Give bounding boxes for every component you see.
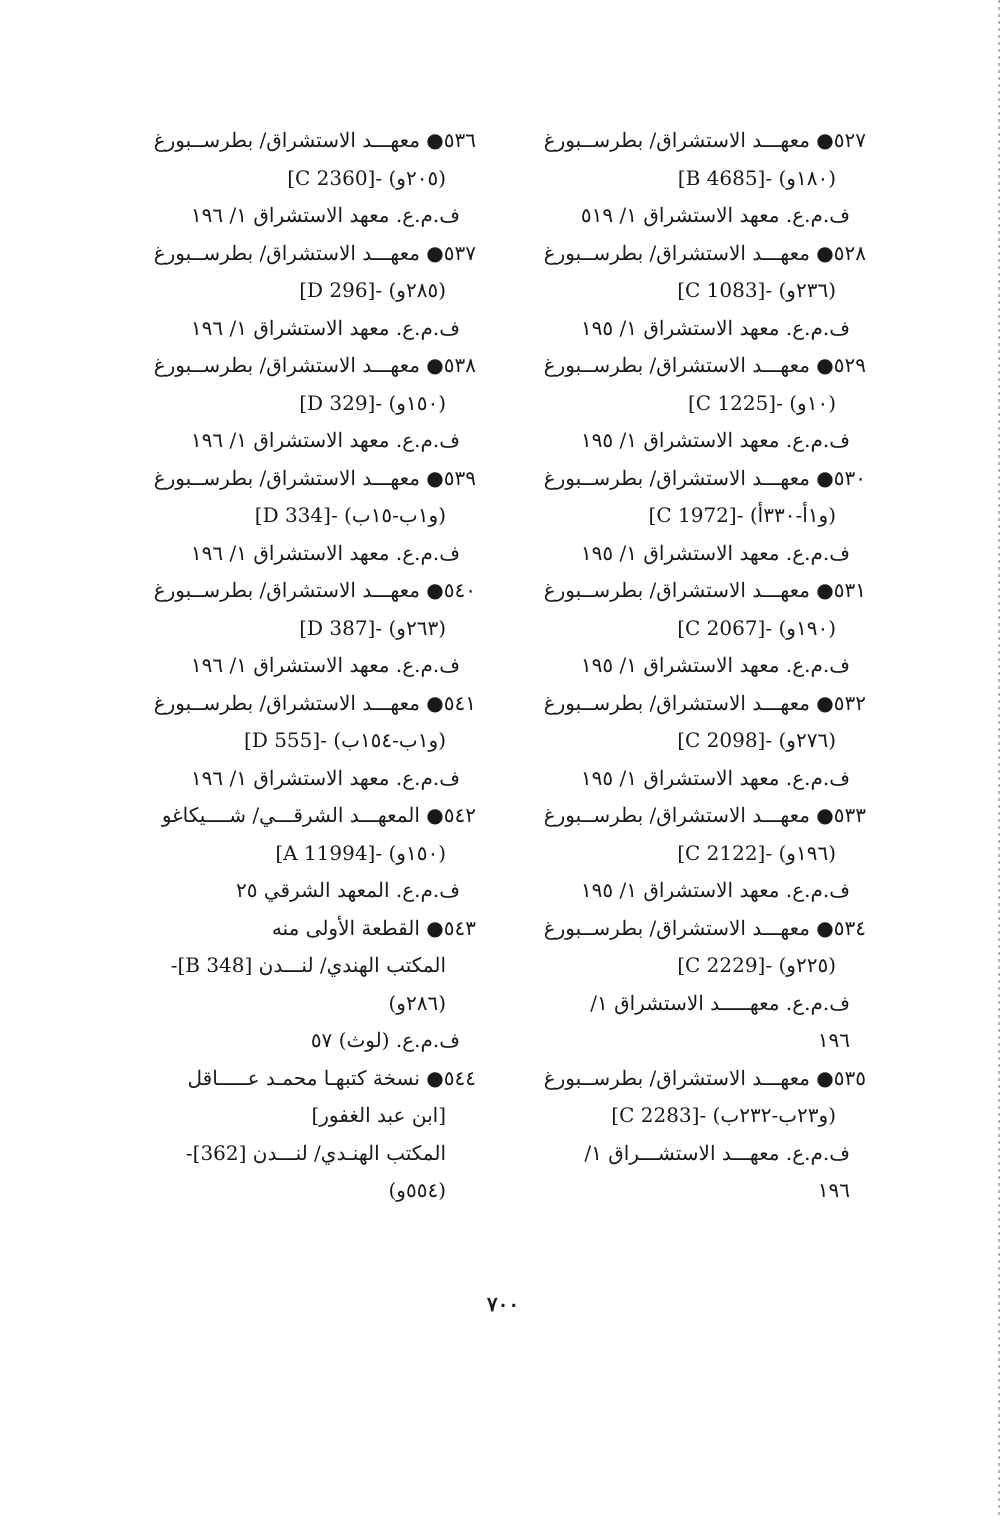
entry-line: ٥٢٨● معهـــد الاستشراق/ بطرســبورغ [543,240,866,265]
reference-line: ف.م.ع. معهد الاستشراق ١/ ١٩٦ [190,203,460,227]
page-edge-marks [998,0,1000,1517]
reference-line: ف.م.ع. معهد الاستشراق ١/ ١٩٦ [190,653,460,677]
reference-line: ف.م.ع. معهد الاستشراق ١/ ١٩٥ [580,540,850,565]
reference-line: ف.م.ع. معهد الاستشراق ١/ ١٩٥ [580,428,850,452]
reference-line-continued: ١٩٦ [817,1028,850,1052]
entry-line: ٥٣٧● معهـــد الاستشراق/ بطرســبورغ [153,240,476,265]
entry-line: ٥٣١● معهـــد الاستشراق/ بطرســبورغ [543,578,866,602]
entry-line: ٥٣٩● معهـــد الاستشراق/ بطرســبورغ [153,465,476,490]
entry-line: ٥٣٢● معهـــد الاستشراق/ بطرســبورغ [543,690,866,715]
shelfmark-line: [C 1972]- (و١أ-٣٣٠أ) [648,503,836,527]
folio-line: (٥٥٤و) [388,1178,446,1202]
shelfmark-line: [B 4685]- (١٨٠و) [677,165,836,190]
entry-line: ٥٣٣● معهـــد الاستشراق/ بطرســبورغ [543,803,866,827]
reference-line-continued: ١٩٦ [817,1178,850,1202]
entry-line: ٥٤١● معهـــد الاستشراق/ بطرســبورغ [153,690,476,715]
reference-line: ف.م.ع. معهد الاستشراق ١/ ٥١٩ [580,203,850,227]
reference-line: ف.م.ع. (لوث) ٥٧ [310,1028,460,1052]
entry-line: ٥٤٠● معهـــد الاستشراق/ بطرســبورغ [153,578,476,602]
entry-line: ٥٤٣● القطعة الأولى منه [271,915,476,940]
shelfmark-line: [C 1225]- (١٠و) [687,390,836,415]
shelfmark-line: [C 2098]- (٢٧٦و) [677,728,836,752]
copyist-line: [ابن عبد الغفور] [311,1103,446,1127]
entry-line: ٥٣٦● معهـــد الاستشراق/ بطرســبورغ [153,128,476,152]
entry-line: ٥٣٠● معهـــد الاستشراق/ بطرســبورغ [543,465,866,490]
shelfmark-line: [C 2122]- (١٩٦و) [677,840,836,865]
reference-line: ف.م.ع. معهد الاستشراق ١/ ١٩٥ [580,315,850,340]
reference-line: ف.م.ع. معهد الاستشراق ١/ ١٩٦ [190,315,460,340]
shelfmark-line: [C 2229]- (٢٢٥و) [677,953,836,977]
shelfmark-line: [D 555]- (و١ب-١٥٤ب) [244,728,446,752]
left-column [131,122,476,1210]
shelfmark-line: [C 2283]- (و٢٣ب-٢٣٢ب) [611,1103,836,1127]
shelfmark-line: [C 2360]- (٢٠٥و) [287,165,446,190]
shelfmark-line: [D 329]- (١٥٠و) [299,390,446,415]
reference-line: ف.م.ع. معهد الاستشراق ١/ ١٩٥ [580,878,850,902]
entry-line: ٥٢٩● معهـــد الاستشراق/ بطرســبورغ [543,353,866,377]
shelfmark-line: [A 11994]- (١٥٠و) [275,840,446,865]
entry-line: ٥٤٤● نسخة كتبهـا محمـد عـــــاقل [187,1065,476,1090]
reference-line: ف.م.ع. معهد الاستشراق ١/ ١٩٦ [190,428,460,452]
entry-line: ٥٣٤● معهـــد الاستشراق/ بطرســبورغ [543,915,866,940]
reference-line: ف.م.ع. المعهد الشرقي ٢٥ [235,878,460,902]
page-number: ٧٠٠ [486,1292,520,1316]
shelfmark-line: [D 387]- (٢٦٣و) [299,615,446,640]
reference-line: ف.م.ع. معهد الاستشراق ١/ ١٩٥ [580,653,850,677]
shelfmark-line: [C 2067]- (١٩٠و) [677,615,836,640]
reference-line: ف.م.ع. معهـــــد الاستشراق ١/ [590,990,850,1015]
reference-line: ف.م.ع. معهـــد الاستشـــراق ١/ [584,1140,850,1165]
location-line: المكتب الهنـدي/ لنـــدن [362]- [185,1140,446,1165]
reference-line: ف.م.ع. معهد الاستشراق ١/ ١٩٥ [580,765,850,790]
entry-line: ٥٣٨● معهـــد الاستشراق/ بطرســبورغ [153,353,476,377]
reference-line: ف.م.ع. معهد الاستشراق ١/ ١٩٦ [190,765,460,790]
shelfmark-line: [D 334]- (و١ب-١٥ب) [254,503,446,527]
entry-line: ٥٣٥● معهـــد الاستشراق/ بطرســبورغ [543,1065,866,1090]
shelfmark-line: [C 1083]- (٢٣٦و) [677,278,836,302]
shelfmark-line: [D 296]- (٢٨٥و) [299,278,446,302]
reference-line: ف.م.ع. معهد الاستشراق ١/ ١٩٦ [190,540,460,565]
entry-line: ٥٤٢● المعهـــد الشرقـــي/ شــــيكاغو [161,803,476,827]
folio-line: (٢٨٦و) [388,990,446,1015]
right-column [516,122,866,1210]
location-line: المكتب الهندي/ لنـــدن [B 348]- [170,953,446,977]
entry-line: ٥٢٧● معهـــد الاستشراق/ بطرســبورغ [543,128,866,152]
